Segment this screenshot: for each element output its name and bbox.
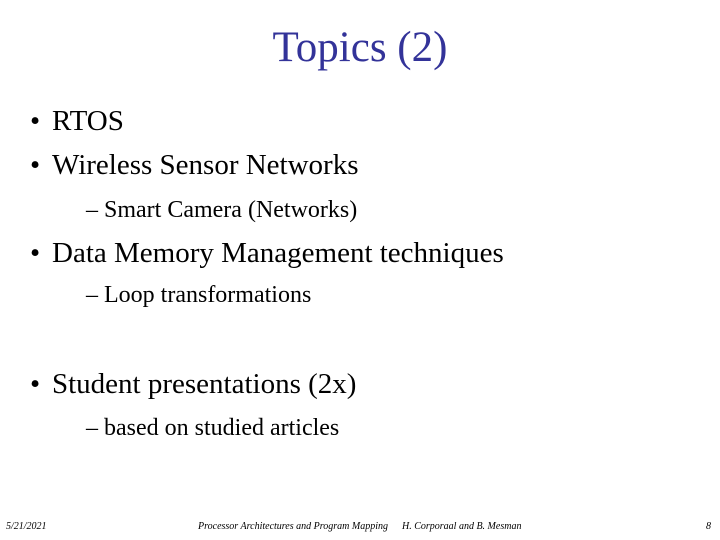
bullet-item-student-presentations bbox=[30, 367, 356, 401]
sub-item-text: Smart Camera (Networks) bbox=[104, 197, 358, 223]
sub-item-based-on-articles bbox=[86, 414, 339, 442]
dash-icon: – bbox=[86, 415, 98, 441]
sub-item-text: Loop transformations bbox=[104, 282, 312, 308]
bullet-icon: • bbox=[30, 149, 41, 181]
bullet-text: Student presentations (2x) bbox=[52, 368, 357, 400]
sub-item-text: based on studied articles bbox=[104, 415, 340, 441]
bullet-item-wireless-sensor-networks bbox=[30, 148, 359, 182]
bullet-text: RTOS bbox=[52, 105, 124, 137]
footer-page-number: 8 bbox=[706, 521, 711, 532]
bullet-text: Wireless Sensor Networks bbox=[52, 149, 359, 181]
bullet-icon: • bbox=[30, 105, 41, 137]
dash-icon: – bbox=[86, 197, 98, 223]
bullet-icon: • bbox=[30, 368, 41, 400]
dash-icon: – bbox=[86, 282, 98, 308]
bullet-item-data-memory-management bbox=[30, 236, 504, 270]
bullet-text: Data Memory Management techniques bbox=[52, 237, 504, 269]
bullet-item-rtos bbox=[30, 104, 124, 138]
sub-item-loop-transformations bbox=[86, 281, 311, 309]
footer-authors: H. Corporaal and B. Mesman bbox=[402, 521, 522, 532]
slide-title: Topics (2) bbox=[272, 24, 448, 71]
sub-item-smart-camera bbox=[86, 196, 357, 224]
footer-course-title: Processor Architectures and Program Mapping bbox=[198, 521, 388, 532]
footer-date: 5/21/2021 bbox=[6, 521, 47, 532]
bullet-icon: • bbox=[30, 237, 41, 269]
